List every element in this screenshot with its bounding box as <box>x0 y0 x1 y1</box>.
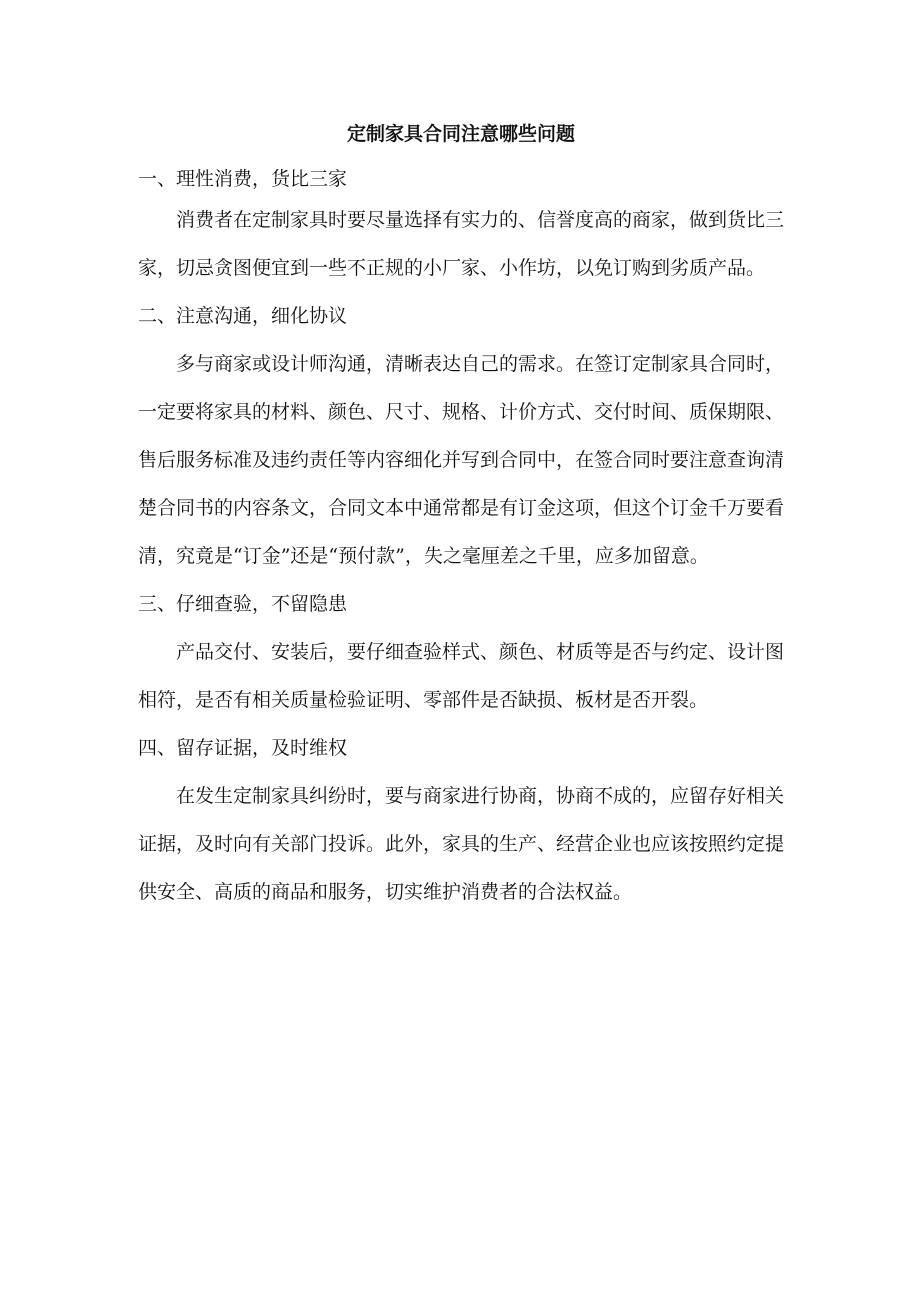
section-heading: 三、仔细查验，不留隐患 <box>138 593 348 615</box>
section-heading: 四、留存证据，及时维权 <box>138 737 348 759</box>
section-2 <box>138 292 784 580</box>
section-paragraph: 在发生定制家具纠纷时，要与商家进行协商，协商不成的，应留存好相关证据，及时向有关部门投诉。此外，家具的生产、经营企业也应该按照约定提供安全、高质的商品和服务，切实维护消费者的合法权益。 <box>138 785 785 903</box>
section-heading: 一、理性消费，货比三家 <box>138 168 348 190</box>
section-heading: 二、注意沟通，细化协议 <box>138 305 348 327</box>
section-paragraph: 多与商家或设计师沟通，清晰表达自己的需求。在签订定制家具合同时，一定要将家具的材料、颜色、尺寸、规格、计价方式、交付时间、质保期限、售后服务标准及违约责任等内容细化并写到合同中，在签合同时要注意查询清楚合同书的内容条文，合同文本中通常都是有订金这项，但这个订金千万要看清，究竟是“订金”还是“预付款”，失之毫厘差之千里，应多加留意。 <box>138 353 785 567</box>
section-4 <box>138 724 784 916</box>
section-paragraph: 消费者在定制家具时要尽量选择有实力的、信誉度高的商家，做到货比三家，切忌贪图便宜到一些不正规的小厂家、小作坊，以免订购到劣质产品。 <box>138 209 785 279</box>
document-body <box>138 118 784 916</box>
section-3 <box>138 580 784 724</box>
section-paragraph: 产品交付、安装后，要仔细查验样式、颜色、材质等是否与约定、设计图相符，是否有相关质量检验证明、零部件是否缺损、板材是否开裂。 <box>138 641 785 711</box>
section-1 <box>138 162 784 292</box>
document-title: 定制家具合同注意哪些问题 <box>346 123 575 145</box>
